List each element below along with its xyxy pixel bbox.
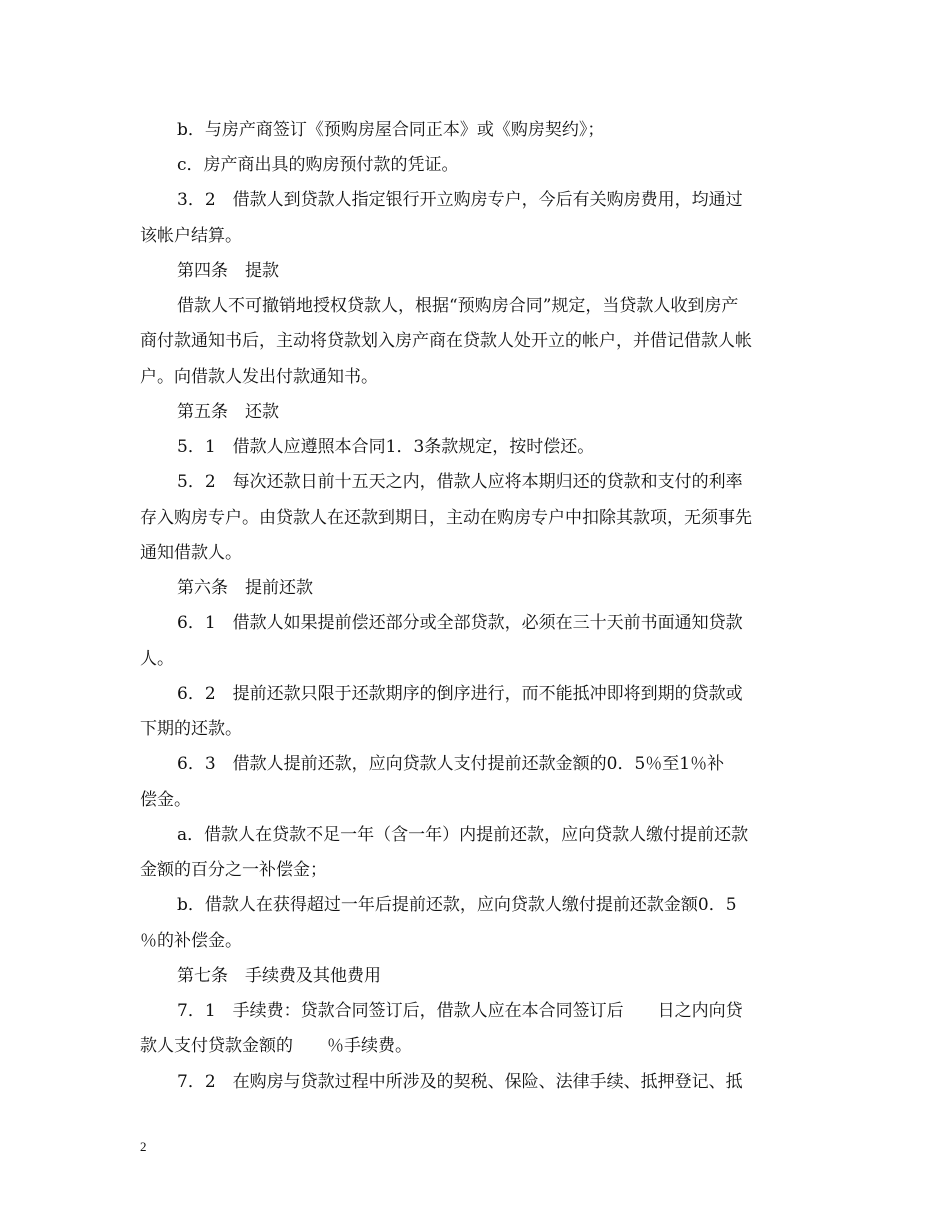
section-heading: 第七条 手续费及其他费用 [177,966,381,986]
section-heading: 第四条 提款 [177,261,279,281]
paragraph-line: 商付款通知书后，主动将贷款划入房产商在贷款人处开立的帐户，并借记借款人帐 [140,331,752,351]
section-heading: 第五条 还款 [177,402,279,422]
paragraph-line: 金额的百分之一补偿金； [140,860,327,880]
paragraph-line: b．与房产商签订《预购房屋合同正本》或《购房契约》； [177,120,605,140]
paragraph-line: 款人支付贷款金额的 ％手续费。 [140,1036,412,1056]
paragraph-line: 6．2 提前还款只限于还款期序的倒序进行，而不能抵冲即将到期的贷款或 [177,684,743,704]
paragraph-line: 6．1 借款人如果提前偿还部分或全部贷款，必须在三十天前书面通知贷款 [177,613,743,633]
paragraph-line: 3．2 借款人到贷款人指定银行开立购房专户，今后有关购房费用，均通过 [177,190,743,210]
paragraph-line: 偿金。 [140,790,191,810]
paragraph-line: 该帐户结算。 [140,226,242,246]
paragraph-line: 通知借款人。 [140,543,242,563]
paragraph-line: b．借款人在获得超过一年后提前还款，应向贷款人缴付提前还款金额0．5 [177,895,737,915]
paragraph-line: 7．1 手续费：贷款合同签订后，借款人应在本合同签订后 日之内向贷 [177,1001,743,1021]
paragraph-line: 存入购房专户。由贷款人在还款到期日，主动在购房专户中扣除其款项，无须事先 [140,508,752,528]
paragraph-line: 6．3 借款人提前还款，应向贷款人支付提前还款金额的0．5％至1％补 [177,754,725,774]
paragraph-line: 户。向借款人发出付款通知书。 [140,367,378,387]
section-heading: 第六条 提前还款 [177,578,313,598]
page-number: 2 [140,1139,147,1154]
paragraph-line: 5．1 借款人应遵照本合同1．3条款规定，按时偿还。 [177,437,595,457]
paragraph-line: 下期的还款。 [140,719,242,739]
paragraph-line: 7．2 在购房与贷款过程中所涉及的契税、保险、法律手续、抵押登记、抵 [177,1072,743,1092]
paragraph-line: 人。 [140,649,174,669]
paragraph-line: 5．2 每次还款日前十五天之内，借款人应将本期归还的贷款和支付的利率 [177,472,743,492]
paragraph-line: ％的补偿金。 [140,931,242,951]
paragraph-line: c．房产商出具的购房预付款的凭证。 [177,155,459,175]
paragraph-line: a．借款人在贷款不足一年（含一年）内提前还款，应向贷款人缴付提前还款 [177,825,749,845]
paragraph-line: 借款人不可撤销地授权贷款人，根据“预购房合同”规定，当贷款人收到房产 [177,296,739,316]
